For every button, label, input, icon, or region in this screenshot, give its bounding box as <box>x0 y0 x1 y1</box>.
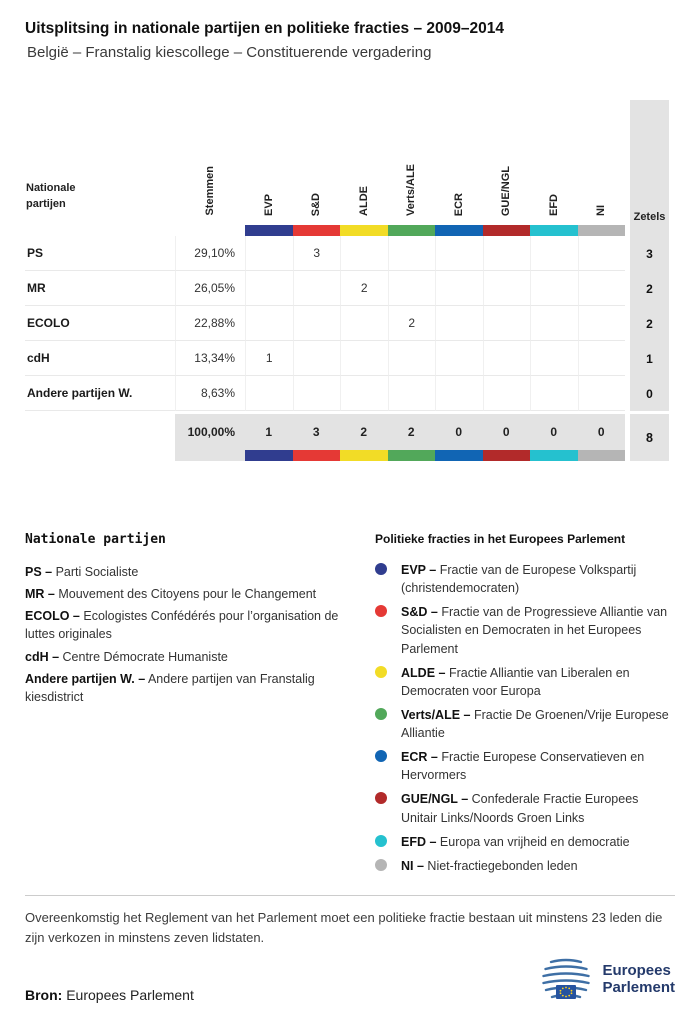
total-seat-cell: 0 <box>483 414 531 450</box>
seat-cell <box>293 341 341 376</box>
party-name-cell: MR <box>25 271 175 306</box>
group-color-dot <box>375 859 387 871</box>
column-header-ni <box>578 100 626 236</box>
total-seat-cell: 0 <box>435 414 483 450</box>
party-abbr: PS – <box>25 565 53 579</box>
column-header-sd <box>293 100 341 236</box>
zetels-cell: 2 <box>630 271 669 306</box>
group-label: ECR <box>452 192 465 216</box>
table-row <box>25 341 669 376</box>
group-color-bar <box>578 225 626 236</box>
group-color-bar <box>388 225 436 236</box>
seat-cell <box>245 271 293 306</box>
seat-cell <box>483 271 531 306</box>
bar-spacer <box>175 450 245 461</box>
group-color-bar <box>530 225 578 236</box>
total-seat-cell: 2 <box>340 414 388 450</box>
group-color-dot <box>375 792 387 804</box>
ep-logo-line2: Parlement <box>602 979 675 996</box>
seat-cell <box>435 306 483 341</box>
group-color-dot <box>375 666 387 678</box>
group-abbr: NI – <box>401 858 424 873</box>
party-abbr: MR – <box>25 587 55 602</box>
seat-cell <box>435 236 483 271</box>
group-color-dot <box>375 563 387 575</box>
national-parties-legend <box>25 532 375 881</box>
seat-cell <box>578 236 626 271</box>
group-desc: Europa van vrijheid en democratie <box>439 834 630 849</box>
total-color-bar-row <box>25 450 625 461</box>
seat-cell: 2 <box>388 306 436 341</box>
votes-cell: 26,05% <box>175 271 245 306</box>
seat-cell <box>245 376 293 411</box>
group-abbr: Verts/ALE – <box>401 707 471 722</box>
table-row <box>25 306 669 341</box>
party-abbr: Andere partijen W. – <box>25 671 146 686</box>
zetels-cell: 1 <box>630 341 669 376</box>
table-row <box>25 376 669 411</box>
page-title: Uitsplitsing in nationale partijen en politieke fracties – 2009–2014 <box>25 20 504 37</box>
party-name-cell: ECOLO <box>25 306 175 341</box>
seat-cell <box>340 306 388 341</box>
party-name-cell: Andere partijen W. <box>25 376 175 411</box>
column-header-zetels <box>630 100 669 236</box>
group-abbr: S&D – <box>401 605 438 620</box>
seat-cell <box>435 271 483 306</box>
group-color-bar <box>245 450 293 461</box>
legend-party-item <box>25 670 353 706</box>
bar-spacer <box>25 450 175 461</box>
party-desc: Mouvement des Citoyens pour le Changement <box>58 587 317 602</box>
legend-group-item <box>375 561 675 597</box>
party-desc: Ecologistes Confédérés pour l’organisation de luttes originales <box>25 609 339 642</box>
group-desc: Fractie van de Progressieve Alliantie van Socialisten en Democraten in het Europees Parlement <box>401 605 668 656</box>
seat-cell <box>388 236 436 271</box>
group-color-bar <box>245 225 293 236</box>
group-color-bar <box>435 225 483 236</box>
total-seat-cell: 2 <box>388 414 436 450</box>
votes-cell: 13,34% <box>175 341 245 376</box>
corner-label: Nationale partijen <box>26 182 76 210</box>
table-row <box>25 236 669 271</box>
group-abbr: EVP – <box>401 563 437 577</box>
total-empty-cell <box>25 414 175 450</box>
votes-cell: 8,63% <box>175 376 245 411</box>
seat-cell <box>293 271 341 306</box>
legend-group-item <box>375 790 675 826</box>
political-groups-legend <box>375 532 675 881</box>
legend-group-item <box>375 833 675 851</box>
party-abbr: cdH – <box>25 649 60 664</box>
footnote: Overeenkomstig het Reglement van het Parlement moet een politieke fractie bestaan uit minstens 23 leden die zijn verkozen in minstens zeven lidstaten. <box>25 910 663 945</box>
party-desc: Andere partijen van Franstalig kiesdistrict <box>25 671 315 704</box>
party-name-cell: cdH <box>25 341 175 376</box>
seat-cell <box>530 376 578 411</box>
seat-cell <box>245 236 293 271</box>
total-zetels-cell: 8 <box>630 414 669 461</box>
legend-group-item <box>375 603 675 657</box>
seat-cell <box>578 306 626 341</box>
seat-cell <box>578 271 626 306</box>
seat-cell <box>483 376 531 411</box>
stemmen-label: Stemmen <box>204 166 216 216</box>
source-label: Bron: <box>25 987 63 1003</box>
total-votes-cell: 100,00% <box>175 414 245 450</box>
group-color-dot <box>375 605 387 617</box>
group-label: GUE/NGL <box>500 165 513 216</box>
total-seat-cell: 3 <box>293 414 341 450</box>
seat-cell <box>340 376 388 411</box>
legend-group-item <box>375 664 675 700</box>
party-desc: Centre Démocrate Humaniste <box>62 649 228 664</box>
source-line <box>25 987 194 1003</box>
group-color-dot <box>375 750 387 762</box>
european-parliament-logo <box>540 956 675 1002</box>
legend-group-item <box>375 706 675 742</box>
seat-cell: 3 <box>293 236 341 271</box>
group-color-bar <box>435 450 483 461</box>
legend-party-item <box>25 563 353 581</box>
seat-cell <box>483 341 531 376</box>
group-label: NI <box>595 205 608 216</box>
total-row <box>25 414 625 450</box>
group-color-dot <box>375 835 387 847</box>
seat-cell <box>388 376 436 411</box>
group-color-bar <box>530 450 578 461</box>
ep-logo-text <box>602 962 675 997</box>
votes-cell: 22,88% <box>175 306 245 341</box>
group-desc: Fractie De Groenen/Vrije Europese Alliantie <box>401 707 669 740</box>
column-header-ecr <box>435 100 483 236</box>
group-color-bar <box>483 225 531 236</box>
seat-cell <box>435 376 483 411</box>
seat-cell <box>388 271 436 306</box>
group-color-dot <box>375 708 387 720</box>
column-header-parties <box>25 100 175 236</box>
column-header-efd <box>530 100 578 236</box>
seat-cell <box>293 306 341 341</box>
legend-group-item <box>375 857 675 875</box>
group-desc: Fractie Alliantie van Liberalen en Democraten voor Europa <box>401 665 630 698</box>
group-desc: Confederale Fractie Europees Unitair Links/Noords Groen Links <box>401 792 639 825</box>
zetels-cell: 3 <box>630 236 669 271</box>
legend-group-item <box>375 748 675 784</box>
seat-cell <box>293 376 341 411</box>
seat-cell <box>483 306 531 341</box>
party-abbr: ECOLO – <box>25 609 80 624</box>
total-seat-cell: 0 <box>578 414 626 450</box>
group-desc: Niet-fractiegebonden leden <box>427 858 578 873</box>
total-seat-cell: 0 <box>530 414 578 450</box>
column-header-alde <box>340 100 388 236</box>
group-label: EFD <box>547 194 560 216</box>
column-header-evp <box>245 100 293 236</box>
group-desc: Fractie Europese Conservatieven en Hervormers <box>401 750 645 783</box>
source-value: Europees Parlement <box>66 987 194 1003</box>
seat-cell <box>388 341 436 376</box>
seat-cell <box>530 306 578 341</box>
group-abbr: ECR – <box>401 750 438 765</box>
seat-cell <box>435 341 483 376</box>
page-subtitle: België – Franstalig kiescollege – Constituerende vergadering <box>27 44 432 61</box>
legend-party-item <box>25 648 353 666</box>
group-abbr: ALDE – <box>401 665 446 680</box>
group-label: S&D <box>310 192 323 216</box>
party-name-cell: PS <box>25 236 175 271</box>
group-label: ALDE <box>357 186 370 216</box>
group-label: EVP <box>262 193 275 216</box>
seat-cell <box>578 376 626 411</box>
group-desc: Fractie van de Europese Volkspartij (christendemocraten) <box>401 563 637 596</box>
legend-section <box>25 532 675 881</box>
ep-logo-line1: Europees <box>602 961 671 979</box>
table-header <box>25 100 669 236</box>
column-header-verts-ale <box>388 100 436 236</box>
ep-hemicycle-icon <box>540 956 592 1002</box>
seat-cell <box>530 236 578 271</box>
zetels-cell: 2 <box>630 306 669 341</box>
total-seat-cell: 1 <box>245 414 293 450</box>
party-desc: Parti Socialiste <box>55 565 139 579</box>
seat-cell <box>530 341 578 376</box>
table-total-section <box>25 414 669 461</box>
column-header-stemmen <box>175 100 245 236</box>
group-abbr: GUE/NGL – <box>401 792 469 807</box>
votes-cell: 29,10% <box>175 236 245 271</box>
national-parties-heading: Nationale partijen <box>25 532 166 547</box>
legend-party-item <box>25 607 353 643</box>
group-label: Verts/ALE <box>405 164 418 216</box>
seat-cell: 1 <box>245 341 293 376</box>
seat-cell: 2 <box>340 271 388 306</box>
table-row <box>25 271 669 306</box>
group-color-bar <box>340 450 388 461</box>
group-color-bar <box>388 450 436 461</box>
legend-party-item <box>25 585 353 603</box>
seat-cell <box>483 236 531 271</box>
seat-cell <box>530 271 578 306</box>
political-groups-heading: Politieke fracties in het Europees Parlement <box>375 532 626 546</box>
group-abbr: EFD – <box>401 834 437 849</box>
group-color-bar <box>483 450 531 461</box>
zetels-label: Zetels <box>633 211 666 223</box>
seat-cell <box>578 341 626 376</box>
column-header-gue-ngl <box>483 100 531 236</box>
divider <box>25 895 675 896</box>
group-color-bar <box>340 225 388 236</box>
zetels-cell: 0 <box>630 376 669 411</box>
group-color-bar <box>293 450 341 461</box>
group-color-bar <box>578 450 626 461</box>
results-table <box>25 100 669 461</box>
group-color-bar <box>293 225 341 236</box>
seat-cell <box>340 341 388 376</box>
seat-cell <box>245 306 293 341</box>
seat-cell <box>340 236 388 271</box>
